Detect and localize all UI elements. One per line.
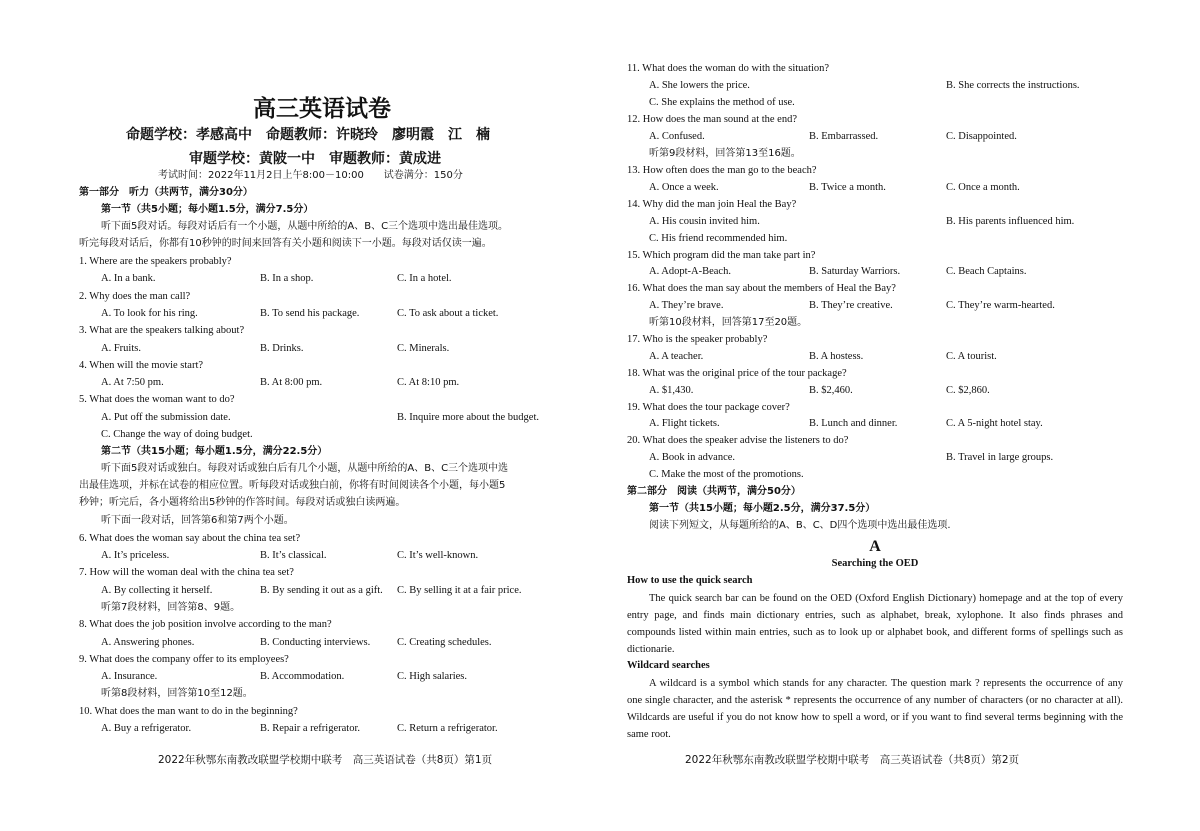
option: C. His friend recommended him. bbox=[649, 233, 788, 244]
passage-letter: A bbox=[869, 538, 881, 555]
subheading: Wildcard searches bbox=[627, 660, 710, 671]
question: 20. What does the speaker advise the listeners to do? bbox=[627, 435, 849, 446]
sec1-heading: 第一节（共5小题；每小题1.5分，满分7.5分） bbox=[101, 204, 314, 215]
option: A. Answering phones. bbox=[101, 637, 195, 648]
passage-title: Searching the OED bbox=[831, 558, 919, 569]
paragraph: A wildcard is a symbol which stands for any character. The question mark ? represents the occurrence of any one single character, and the asterisk * represents the occurrence of any number of characters (or no character at all). Wildcards are useful if you do not know how to spell a word, or if you want to find several terms beginning with the same root. bbox=[627, 678, 1123, 740]
sec1-instruction: 听下面5段对话。每段对话后有一个小题，从题中所给的A、B、C三个选项中选出最佳选项。 bbox=[101, 221, 509, 232]
option: C. High salaries. bbox=[397, 671, 467, 682]
option: C. Creating schedules. bbox=[397, 637, 492, 648]
option: A. At 7:50 pm. bbox=[101, 377, 164, 388]
question: 10. What does the man want to do in the beginning? bbox=[79, 706, 298, 717]
option: A. His cousin invited him. bbox=[649, 216, 760, 227]
option: B. Saturday Warriors. bbox=[809, 266, 901, 277]
option: B. $2,460. bbox=[809, 385, 853, 396]
option: B. Repair a refrigerator. bbox=[260, 723, 360, 734]
option: C. A 5-night hotel stay. bbox=[946, 418, 1043, 429]
option: B. They’re creative. bbox=[809, 300, 893, 311]
option: A. Flight tickets. bbox=[649, 418, 720, 429]
option: A. To look for his ring. bbox=[101, 308, 198, 319]
option: B. At 8:00 pm. bbox=[260, 377, 323, 388]
option: B. To send his package. bbox=[260, 308, 360, 319]
question: 14. Why did the man join Heal the Bay? bbox=[627, 199, 797, 210]
part2-heading: 第二部分 阅读（共两节，满分50分） bbox=[627, 486, 801, 497]
exam-page-2 bbox=[600, 0, 1200, 831]
option: A. By collecting it herself. bbox=[101, 585, 213, 596]
option: C. $2,860. bbox=[946, 385, 990, 396]
page-footer: 2022年秋鄂东南教改联盟学校期中联考 高三英语试卷（共8页）第2页 bbox=[685, 754, 1020, 766]
question: 16. What does the man say about the members of Heal the Bay? bbox=[627, 283, 896, 294]
exam-title: 高三英语试卷 bbox=[253, 96, 391, 122]
page-footer: 2022年秋鄂东南教改联盟学校期中联考 高三英语试卷（共8页）第1页 bbox=[158, 754, 493, 766]
material-note: 听第7段材料，回答第8、9题。 bbox=[101, 602, 241, 613]
part1-heading: 第一部分 听力（共两节，满分30分） bbox=[79, 187, 253, 198]
reading-sec1-heading: 第一节（共15小题；每小题2.5分，满分37.5分） bbox=[649, 503, 876, 514]
option: A. Adopt-A-Beach. bbox=[649, 266, 731, 277]
option: A. In a bank. bbox=[101, 273, 156, 284]
option: C. Disappointed. bbox=[946, 131, 1017, 142]
material-note: 听第9段材料，回答第13至16题。 bbox=[649, 148, 801, 159]
paragraph: The quick search bar can be found on the OED (Oxford English Dictionary) homepage and at the top of every entry page, and finds main dictionary entries, such as alphabet, break, xylophone. It also finds phrases and compounds listed within main entries, such as to look up or alphabet book, and different forms of spellings such as dictionarie. bbox=[627, 593, 1123, 655]
option: B. Lunch and dinner. bbox=[809, 418, 898, 429]
setters-line: 命题学校：孝感高中 命题教师：许晓玲 廖明霞 江 楠 bbox=[126, 127, 490, 143]
sec1-instruction: 听完每段对话后，你都有10秒钟的时间来回答有关小题和阅读下一小题。每段对话仅读一遍。 bbox=[79, 238, 492, 249]
question: 15. Which program did the man take part in? bbox=[627, 250, 816, 261]
question: 2. Why does the man call? bbox=[79, 291, 191, 302]
option: A. Insurance. bbox=[101, 671, 158, 682]
option: B. Accommodation. bbox=[260, 671, 345, 682]
subheading: How to use the quick search bbox=[627, 575, 753, 586]
option: C. It’s well-known. bbox=[397, 550, 479, 561]
option: A. Book in advance. bbox=[649, 452, 736, 463]
option: C. Return a refrigerator. bbox=[397, 723, 498, 734]
option: C. Once a month. bbox=[946, 182, 1020, 193]
sec2-instruction: 出最佳选项，并标在试卷的相应位置。听每段对话或独白前，你将有时间阅读各个小题，每小题5 bbox=[79, 480, 506, 491]
question: 3. What are the speakers talking about? bbox=[79, 325, 245, 336]
option: A. Fruits. bbox=[101, 343, 141, 354]
option: C. Make the most of the promotions. bbox=[649, 469, 804, 480]
option: C. By selling it at a fair price. bbox=[397, 585, 522, 596]
option: A. She lowers the price. bbox=[649, 80, 750, 91]
option: C. A tourist. bbox=[946, 351, 997, 362]
option: A. It’s priceless. bbox=[101, 550, 170, 561]
question: 19. What does the tour package cover? bbox=[627, 402, 790, 413]
option: C. Change the way of doing budget. bbox=[101, 429, 253, 440]
material-note: 听下面一段对话，回答第6和第7两个小题。 bbox=[101, 515, 294, 526]
option: C. Minerals. bbox=[397, 343, 450, 354]
option: C. They’re warm-hearted. bbox=[946, 300, 1055, 311]
option: B. In a shop. bbox=[260, 273, 314, 284]
reviewers-line: 审题学校：黄陂一中 审题教师：黄成进 bbox=[189, 151, 441, 167]
material-note: 听第10段材料，回答第17至20题。 bbox=[649, 317, 808, 328]
option: B. It’s classical. bbox=[260, 550, 327, 561]
question: 17. Who is the speaker probably? bbox=[627, 334, 768, 345]
option: B. She corrects the instructions. bbox=[946, 80, 1080, 91]
option: B. Inquire more about the budget. bbox=[397, 412, 540, 423]
question: 13. How often does the man go to the beach? bbox=[627, 165, 817, 176]
option: B. Embarrassed. bbox=[809, 131, 879, 142]
question: 1. Where are the speakers probably? bbox=[79, 256, 232, 267]
option: C. In a hotel. bbox=[397, 273, 452, 284]
question: 8. What does the job position involve according to the man? bbox=[79, 619, 332, 630]
question: 18. What was the original price of the tour package? bbox=[627, 368, 847, 379]
question: 6. What does the woman say about the china tea set? bbox=[79, 533, 301, 544]
option: B. Travel in large groups. bbox=[946, 452, 1054, 463]
option: C. To ask about a ticket. bbox=[397, 308, 499, 319]
option: B. Drinks. bbox=[260, 343, 304, 354]
option: B. Twice a month. bbox=[809, 182, 886, 193]
question: 11. What does the woman do with the situation? bbox=[627, 63, 830, 74]
question: 7. How will the woman deal with the china tea set? bbox=[79, 567, 294, 578]
option: B. By sending it out as a gift. bbox=[260, 585, 383, 596]
question: 5. What does the woman want to do? bbox=[79, 394, 235, 405]
option: A. Buy a refrigerator. bbox=[101, 723, 192, 734]
sec2-instruction: 秒钟；听完后，各小题将给出5秒钟的作答时间。每段对话或独白读两遍。 bbox=[79, 497, 406, 508]
exam-info: 考试时间：2022年11月2日上午8:00－10:00 试卷满分：150分 bbox=[158, 170, 463, 181]
option: A. $1,430. bbox=[649, 385, 694, 396]
question: 9. What does the company offer to its employees? bbox=[79, 654, 289, 665]
option: A. They’re brave. bbox=[649, 300, 724, 311]
reading-instruction: 阅读下列短文，从每题所给的A、B、C、D四个选项中选出最佳选项. bbox=[649, 520, 951, 531]
option: A. Once a week. bbox=[649, 182, 719, 193]
option: B. His parents influenced him. bbox=[946, 216, 1075, 227]
material-note: 听第8段材料，回答第10至12题。 bbox=[101, 688, 253, 699]
question: 4. When will the movie start? bbox=[79, 360, 204, 371]
option: A. Put off the submission date. bbox=[101, 412, 231, 423]
option: A. A teacher. bbox=[649, 351, 704, 362]
option: C. Beach Captains. bbox=[946, 266, 1027, 277]
option: B. Conducting interviews. bbox=[260, 637, 371, 648]
sec2-heading: 第二节（共15小题；每小题1.5分，满分22.5分） bbox=[101, 446, 328, 457]
option: A. Confused. bbox=[649, 131, 705, 142]
question: 12. How does the man sound at the end? bbox=[627, 114, 798, 125]
option: C. She explains the method of use. bbox=[649, 97, 795, 108]
option: B. A hostess. bbox=[809, 351, 864, 362]
option: C. At 8:10 pm. bbox=[397, 377, 460, 388]
sec2-instruction: 听下面5段对话或独白。每段对话或独白后有几个小题，从题中所给的A、B、C三个选项中选 bbox=[101, 463, 509, 474]
